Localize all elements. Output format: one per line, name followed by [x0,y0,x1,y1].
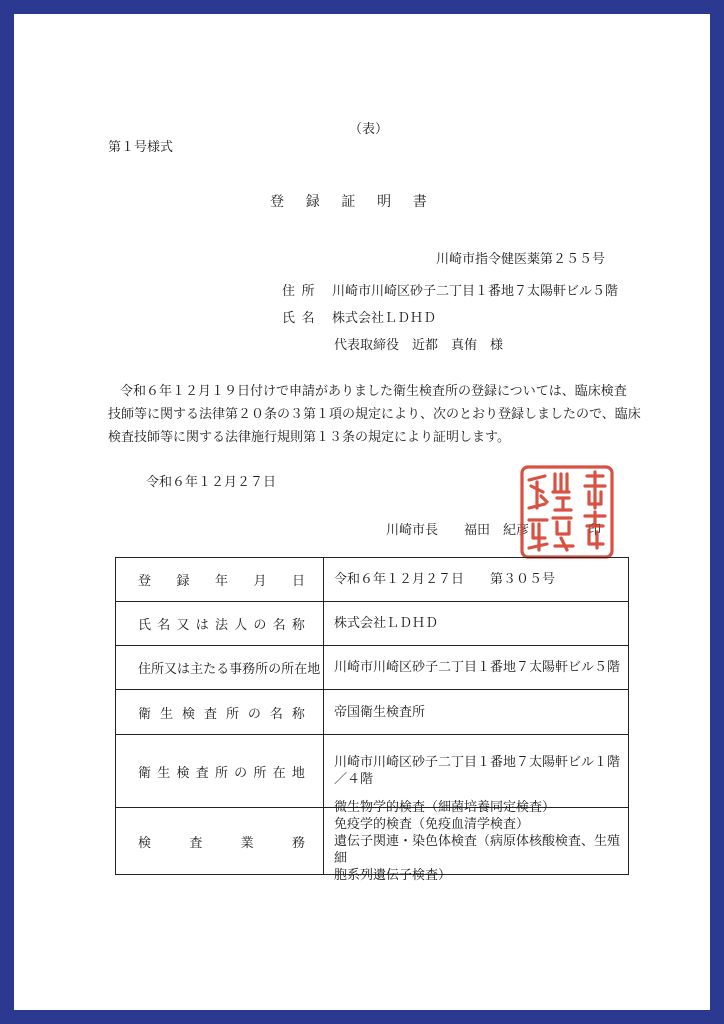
row-value [326,799,624,883]
certificate-page [14,14,710,1010]
row-label [116,690,324,734]
row-label-char: 称 [291,706,305,722]
table-row [116,799,628,883]
row-value [326,735,624,807]
row-label-char: る [216,662,230,677]
row-label-char: は [195,618,209,633]
row-label-char: 在 [272,765,286,781]
row-label-char: 人 [234,618,248,633]
value-line: 株式会社ＬＤＨＤ [334,616,439,631]
row-label-char: 氏 [138,618,152,633]
row-label-char: 住 [138,662,152,677]
row-label-char: 所 [281,662,295,677]
row-label-char: 所 [214,765,228,781]
row-label-char: 地 [307,662,321,677]
value-line: 川崎市川崎区砂子二丁目１番地７太陽軒ビル１階 [334,755,621,770]
row-label-char: 名 [272,618,286,633]
value-line: 遺伝子関連・染色体検査（病原体核酸検査、生殖細 [334,833,621,866]
row-label [116,808,324,874]
row-label-char: 検 [138,835,152,851]
row-label-char: 登 [138,574,152,589]
addressee-address: 川崎市川崎区砂子二丁目１番地７太陽軒ビル５階 [332,284,619,299]
row-label-char: 事 [229,662,243,677]
row-label-char: 所 [253,765,267,781]
row-label-char: 生 [157,765,171,781]
seal-mark: 印 [588,523,602,538]
row-label-char: 主 [190,662,204,677]
address-label: 住所 [282,284,322,299]
body-line-2: 技師等に関する法律第２０条の３第１項の規定により、次のとおり登録しましたので、臨床 [108,407,641,422]
row-label-char: 査 [195,765,209,781]
row-label-char: の [253,618,267,633]
row-label-char: 年 [214,574,228,589]
row-label-char: 名 [157,618,171,633]
row-label [116,646,324,689]
table-row [116,690,628,735]
row-label-char: 検 [176,765,190,781]
row-label-char: 所 [151,662,165,677]
row-label [116,735,324,807]
registration-number: 川崎市指令健医薬第２５５号 [436,252,606,267]
body-line-1: 令和６年１２月１９日付けで申請がありました衛生検査所の登録については、臨床検査 [120,384,627,399]
name-label: 氏名 [282,311,322,326]
row-label-char: 録 [176,574,190,589]
row-label-char: 務 [242,662,256,677]
value-line: 微生物学的検査（細菌培養同定検査） [334,799,556,815]
row-value [326,646,624,689]
row-label-char: は [177,662,191,677]
row-label-char: の [234,765,248,781]
row-label-char: た [203,662,217,677]
row-label-char: 法 [214,618,228,633]
row-label-char: 名 [269,706,283,722]
row-label-char: 地 [291,765,305,781]
row-label [116,558,324,601]
table-row [116,646,628,690]
official-seal-icon [517,462,617,562]
row-label-char: 又 [176,618,190,633]
table-row [116,602,628,646]
registration-table [115,557,629,883]
row-label [116,602,324,645]
body-line-3: 検査技師等に関する法律施行規則第１３条の規定により証明します。 [108,430,510,445]
signer: 川崎市長 福田 紀彦 [386,523,530,538]
row-label-char: 称 [291,618,305,633]
row-label-char: 検 [181,706,195,722]
row-label-char: 査 [189,835,203,851]
row-label-char: 所 [255,662,269,677]
row-label-char: 日 [291,574,305,589]
row-label-char: 又 [164,662,178,677]
row-label-char: 在 [294,662,308,677]
value-line: 免疫学的検査（免疫血清学検査） [334,816,530,832]
row-label-char: 衛 [138,706,152,722]
value-line: 令和６年１２月２７日 第３０５号 [334,572,556,587]
side-label: （表） [349,122,389,137]
row-value [326,558,624,601]
row-label-char: 務 [291,835,305,851]
table-row [116,558,628,602]
row-value [326,602,624,645]
value-line: 帝国衛生検査所 [334,704,426,720]
row-label-char: の [268,662,282,677]
document-title: 登録証明書 [270,194,449,210]
table-row [116,735,628,808]
row-label-char: 業 [240,835,254,851]
row-label-char: 衛 [138,765,152,781]
row-label-char: 月 [253,574,267,589]
value-line: 川崎市川崎区砂子二丁目１番地７太陽軒ビル５階 [334,660,621,675]
row-label-char: 所 [225,706,239,722]
row-value [326,690,624,734]
form-number: 第１号様式 [108,140,174,155]
addressee-name: 株式会社ＬＤＨＤ [332,311,437,326]
representative: 代表取締役 近都 真侑 様 [334,338,504,353]
row-label-char: 生 [159,706,173,722]
row-label-char: 査 [203,706,217,722]
value-line: ／４階 [334,772,374,787]
row-label-char: の [247,706,261,722]
issue-date: 令和６年１２月２７日 [146,475,277,490]
value-line: 胞系列遺伝子検査） [334,867,452,883]
